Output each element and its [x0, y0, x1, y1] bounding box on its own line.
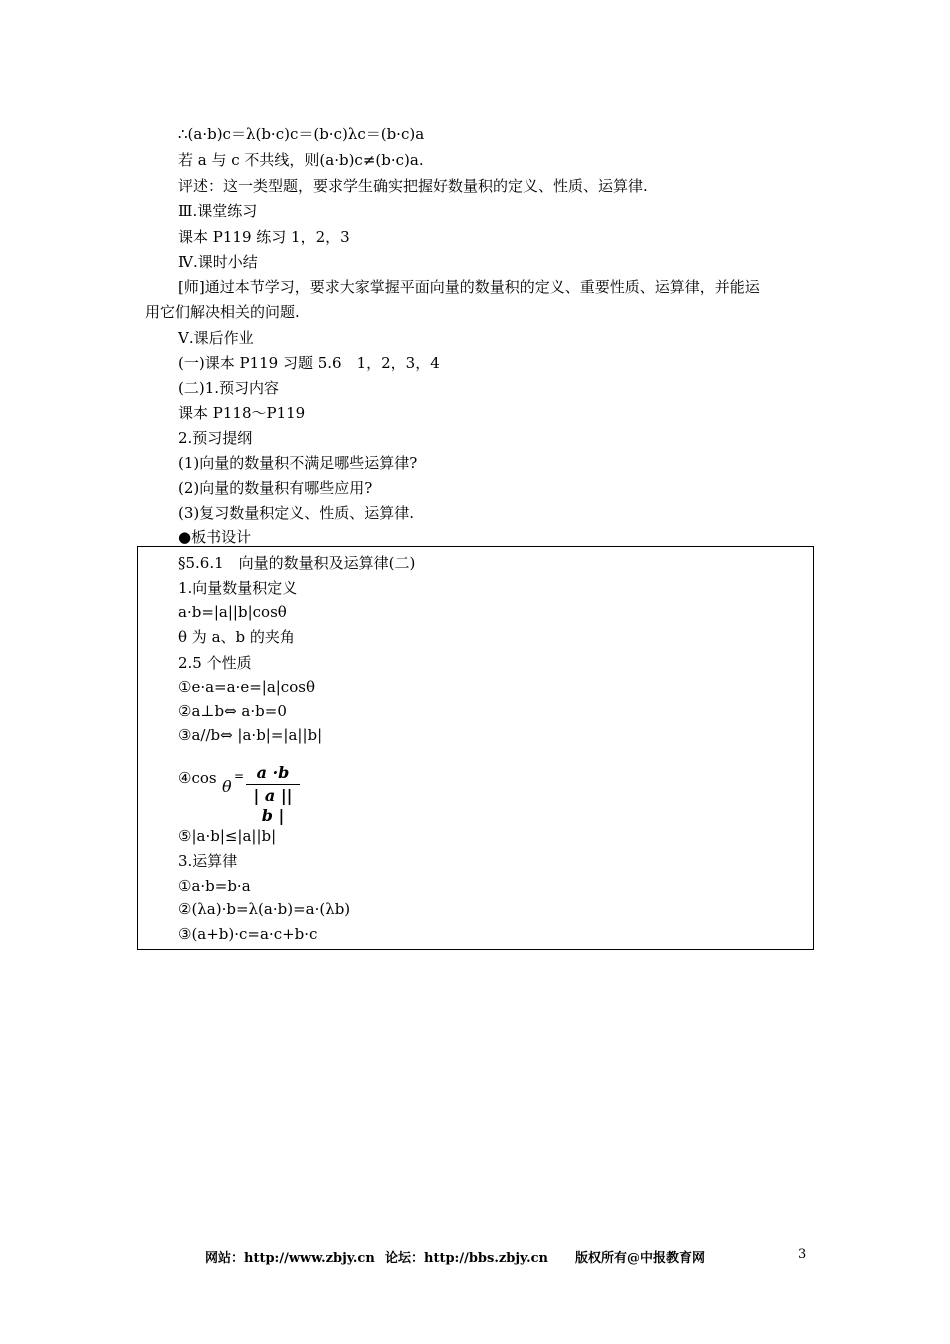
footer-forum-link[interactable]: 论坛：http://bbs.zbjy.cn — [385, 1251, 549, 1266]
text-line: (一)课本 P119 习题 5.6 1，2，3，4 — [178, 354, 440, 372]
section-heading: ●板书设计 — [178, 528, 252, 546]
board-item: 1.向量数量积定义 — [178, 579, 298, 597]
text-line: (1)向量的数量积不满足哪些运算律? — [178, 454, 418, 472]
section-heading: Ⅲ.课堂练习 — [178, 202, 258, 220]
board-item: ①a·b=b·a — [178, 877, 251, 895]
text-line: 2.预习提纲 — [178, 429, 253, 447]
text-line: (2)向量的数量积有哪些应用? — [178, 479, 373, 497]
board-item: ④cos — [178, 769, 217, 787]
section-heading: Ⅴ.课后作业 — [178, 329, 254, 347]
fraction-bar — [246, 784, 300, 785]
section-heading: Ⅳ.课时小结 — [178, 253, 258, 271]
footer-site-link[interactable]: 网站：http://www.zbjy.cn — [205, 1251, 375, 1266]
board-item: ②(λa)·b=λ(a·b)=a·(λb) — [178, 900, 351, 918]
blackboard-design-box — [137, 546, 814, 950]
board-item: a·b=|a||b|cosθ — [178, 603, 287, 621]
board-item: ①e·a=a·e=|a|cosθ — [178, 678, 315, 696]
text-line: [师]通过本节学习，要求大家掌握平面向量的数量积的定义、重要性质、运算律，并能运 — [178, 278, 760, 296]
board-item: ②a⊥b⇔ a·b=0 — [178, 702, 287, 720]
board-item: ⑤|a·b|≤|a||b| — [178, 827, 277, 845]
fraction-numerator: a ·b — [256, 763, 290, 782]
board-item: ③(a+b)·c=a·c+b·c — [178, 925, 318, 943]
text-line: 用它们解决相关的问题. — [145, 303, 300, 321]
text-line: (3)复习数量积定义、性质、运算律. — [178, 504, 415, 522]
board-item: ③a//b⇔ |a·b|=|a||b| — [178, 726, 323, 744]
text-line: 若 a 与 c 不共线，则(a·b)c≠(b·c)a. — [178, 151, 424, 169]
fraction-denominator: | a || b | — [253, 786, 293, 825]
text-line: (二)1.预习内容 — [178, 379, 280, 397]
text-line: ∴(a·b)c＝λ(b·c)c＝(b·c)λc＝(b·c)a — [178, 125, 425, 143]
theta-symbol: θ — [222, 777, 232, 796]
board-item: 3.运算律 — [178, 852, 238, 870]
text-line: 课本 P118～P119 — [178, 404, 306, 422]
board-item: 2.5 个性质 — [178, 654, 252, 672]
board-item: θ 为 a、b 的夹角 — [178, 628, 295, 646]
page-number: 3 — [798, 1247, 807, 1262]
text-line: 课本 P119 练习 1，2，3 — [178, 228, 350, 246]
equals-sign: = — [234, 769, 245, 783]
fraction — [246, 763, 300, 826]
footer-copyright: 版权所有@中报教育网 — [575, 1251, 706, 1266]
board-title: §5.6.1 向量的数量积及运算律(二) — [178, 554, 416, 572]
text-line: 评述：这一类型题，要求学生确实把握好数量积的定义、性质、运算律. — [178, 177, 648, 195]
